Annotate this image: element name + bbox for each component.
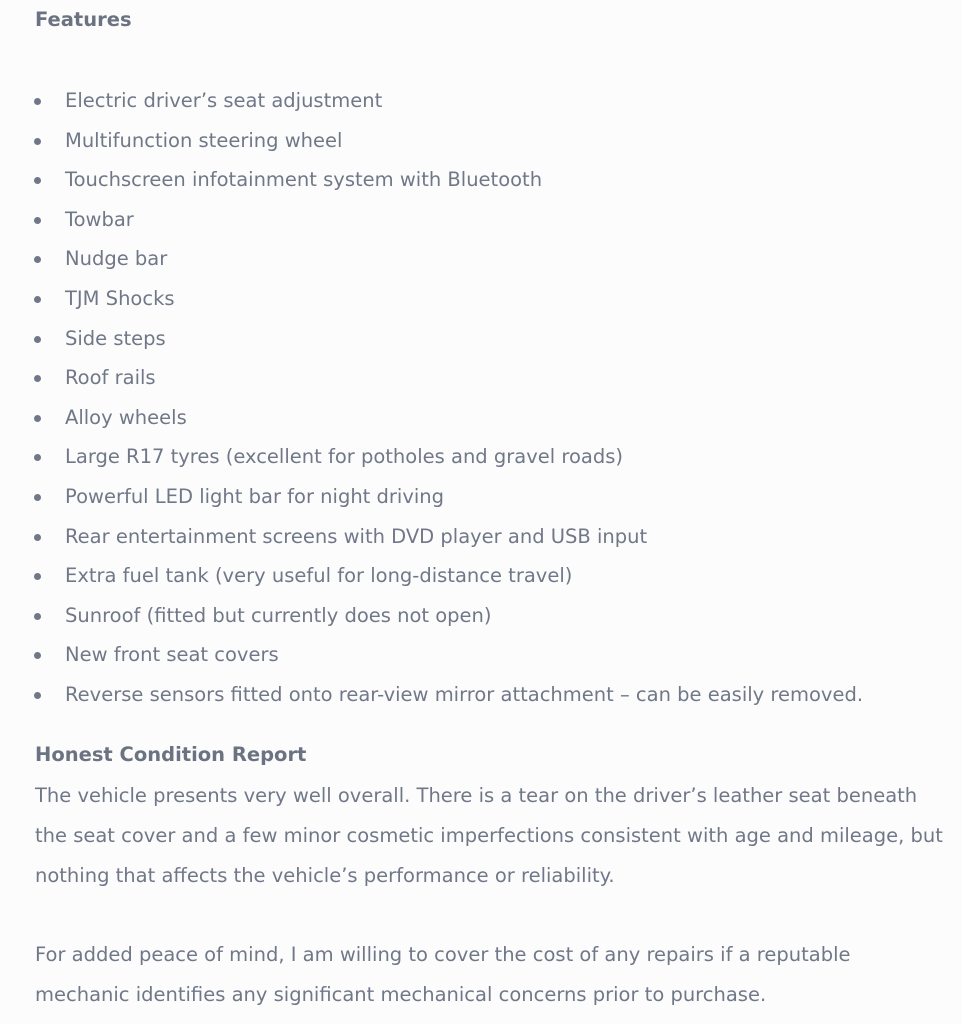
list-item: [0, 160, 962, 200]
list-item: [0, 81, 962, 121]
list-item-text: Large R17 tyres (excellent for potholes and gravel roads): [65, 445, 623, 469]
list-item-text: Powerful LED light bar for night driving: [65, 484, 445, 508]
list-item-text: Alloy wheels: [65, 405, 187, 429]
bullet-icon: [34, 613, 41, 620]
list-item: [0, 239, 962, 279]
list-item: [0, 517, 962, 557]
bullet-icon: [34, 375, 41, 382]
list-item: [0, 437, 962, 477]
bullet-icon: [34, 534, 41, 541]
list-item: [0, 200, 962, 240]
list-item: [0, 319, 962, 359]
list-item-text: New front seat covers: [65, 643, 279, 667]
features-list: [0, 81, 962, 715]
bullet-icon: [34, 415, 41, 422]
list-item-text: Touchscreen infotainment system with Bluetooth: [65, 168, 543, 192]
list-item: [0, 358, 962, 398]
list-item: [0, 398, 962, 438]
bullet-icon: [34, 296, 41, 303]
bullet-icon: [34, 98, 41, 105]
repair-offer-paragraph: For added peace of mind, I am willing to cover the cost of any repairs if a reputable mechanic identifies any significant mechanical concerns prior to purchase.: [35, 943, 851, 1006]
list-item: [0, 675, 962, 715]
bullet-icon: [34, 652, 41, 659]
list-item-text: Electric driver’s seat adjustment: [65, 89, 383, 112]
features-heading: Features: [35, 8, 132, 31]
bullet-icon: [34, 217, 41, 224]
list-item-text: TJM Shocks: [65, 286, 175, 310]
list-item-text: Sunroof (fitted but currently does not open): [65, 603, 492, 627]
list-item-text: Roof rails: [65, 366, 156, 390]
bullet-icon: [34, 256, 41, 263]
bullet-icon: [34, 692, 41, 699]
list-item-text: Reverse sensors fitted onto rear-view mirror attachment – can be easily removed.: [65, 682, 864, 706]
list-item-text: Towbar: [65, 207, 134, 231]
list-item-text: Multifunction steering wheel: [65, 128, 343, 152]
list-item: [0, 121, 962, 161]
list-item-text: Nudge bar: [65, 247, 168, 271]
bullet-icon: [34, 494, 41, 501]
bullet-icon: [34, 454, 41, 461]
list-item: [0, 596, 962, 636]
list-item: [0, 477, 962, 517]
list-item: [0, 556, 962, 596]
condition-report-heading: Honest Condition Report: [35, 743, 307, 766]
condition-paragraph: The vehicle presents very well overall. There is a tear on the driver’s leather seat beneath the seat cover and a few minor cosmetic imperfections consistent with age and mileage, but nothing that affects the vehicle’s performance or reliability.: [35, 784, 943, 887]
bullet-icon: [34, 573, 41, 580]
bullet-icon: [34, 336, 41, 343]
bullet-icon: [34, 177, 41, 184]
list-item-text: Extra fuel tank (very useful for long-distance travel): [65, 564, 573, 588]
list-item-text: Rear entertainment screens with DVD player and USB input: [65, 524, 648, 548]
list-item: [0, 635, 962, 675]
bullet-icon: [34, 138, 41, 145]
list-item-text: Side steps: [65, 326, 166, 350]
list-item: [0, 279, 962, 319]
